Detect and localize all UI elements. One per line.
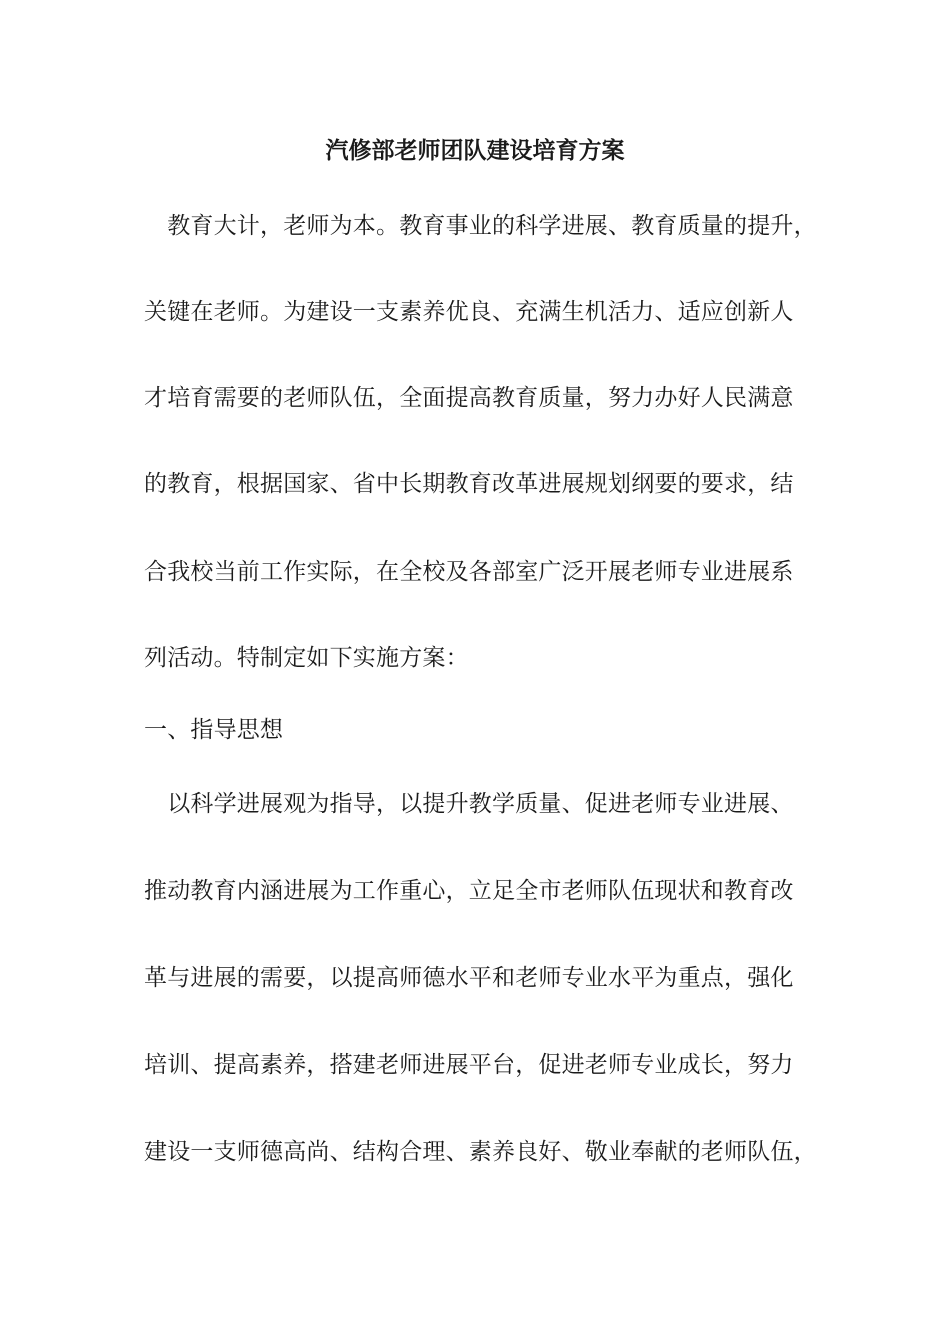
- intro-line-3: 才培育需要的老师队伍，全面提高教育质量，努力办好人民满意: [144, 385, 794, 411]
- document-title: 汽修部老师团队建设培育方案: [325, 138, 625, 164]
- section-line-5: 建设一支师德高尚、结构合理、素养良好、敬业奉献的老师队伍，: [144, 1139, 817, 1165]
- intro-line-6: 列活动。特制定如下实施方案：: [144, 645, 469, 671]
- section-line-3: 革与进展的需要，以提高师德水平和老师专业水平为重点，强化: [144, 965, 794, 991]
- intro-line-1: 教育大计，老师为本。教育事业的科学进展、教育质量的提升，: [144, 213, 817, 239]
- intro-line-5: 合我校当前工作实际，在全校及各部室广泛开展老师专业进展系: [144, 559, 794, 585]
- section-line-1: 以科学进展观为指导，以提升教学质量、促进老师专业进展、: [144, 791, 794, 817]
- intro-line-2: 关键在老师。为建设一支素养优良、充满生机活力、适应创新人: [144, 299, 794, 325]
- section-line-2: 推动教育内涵进展为工作重心，立足全市老师队伍现状和教育改: [144, 878, 794, 904]
- section-heading: 一、指导思想: [144, 717, 284, 743]
- intro-line-4: 的教育，根据国家、省中长期教育改革进展规划纲要的要求，结: [144, 471, 794, 497]
- section-line-4: 培训、提高素养，搭建老师进展平台，促进老师专业成长，努力: [144, 1052, 794, 1078]
